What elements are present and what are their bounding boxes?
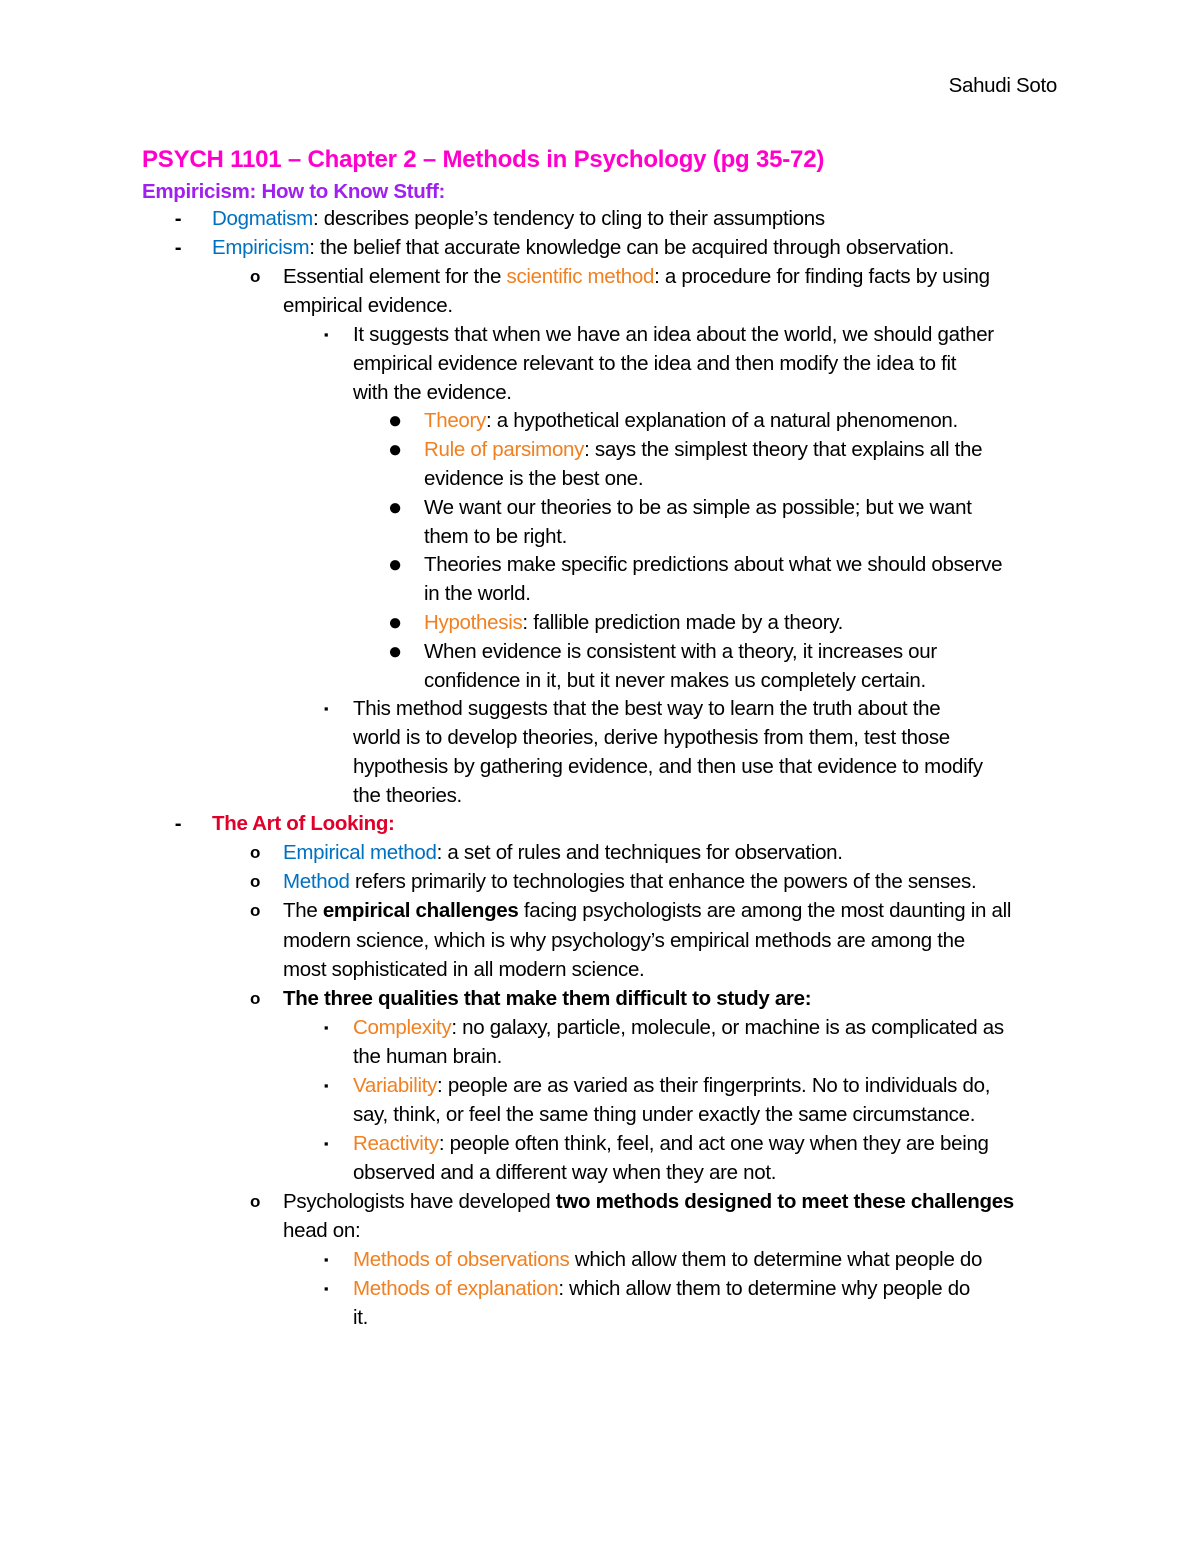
list-item-continuation: observed and a different way when they are not. bbox=[353, 1161, 777, 1184]
square-marker: ▪ bbox=[323, 1136, 329, 1151]
bullet-marker: ● bbox=[387, 494, 403, 521]
list-item: Essential element for the scientific method: a procedure for finding facts by using bbox=[283, 265, 990, 288]
circle-marker: o bbox=[249, 901, 261, 920]
list-item-continuation: it. bbox=[353, 1306, 369, 1329]
list-item-continuation: evidence is the best one. bbox=[424, 467, 644, 490]
circle-marker: o bbox=[249, 1192, 261, 1211]
list-item-continuation: hypothesis by gathering evidence, and then use that evidence to modify bbox=[353, 755, 983, 778]
list-item: Methods of observations which allow them to determine what people do bbox=[353, 1248, 983, 1271]
list-item: Hypothesis: fallible prediction made by a theory. bbox=[424, 611, 844, 634]
list-item: It suggests that when we have an idea about the world, we should gather bbox=[353, 323, 994, 346]
list-item-continuation: say, think, or feel the same thing under exactly the same circumstance. bbox=[353, 1103, 976, 1126]
term-theory: Theory bbox=[424, 409, 487, 432]
term-variability: Variability bbox=[353, 1074, 438, 1097]
term-scientific-method: scientific method bbox=[506, 265, 655, 288]
subsection-heading: The Art of Looking: bbox=[212, 812, 395, 835]
list-item-continuation: the human brain. bbox=[353, 1045, 503, 1068]
list-item: Reactivity: people often think, feel, and act one way when they are being bbox=[353, 1132, 989, 1155]
author-name: Sahudi Soto bbox=[948, 74, 1057, 97]
list-item-continuation: empirical evidence relevant to the idea and then modify the idea to fit bbox=[353, 352, 957, 375]
term-empiricism: Empiricism bbox=[212, 236, 310, 259]
bullet-marker: ● bbox=[387, 407, 403, 434]
list-item-continuation: head on: bbox=[283, 1219, 361, 1242]
list-item: Rule of parsimony: says the simplest theory that explains all the bbox=[424, 438, 983, 461]
list-item: Methods of explanation: which allow them to determine why people do bbox=[353, 1277, 970, 1300]
dash-marker: - bbox=[174, 812, 182, 835]
list-item: The three qualities that make them difficult to study are: bbox=[283, 987, 812, 1010]
circle-marker: o bbox=[249, 843, 261, 862]
term-empirical-method: Empirical method bbox=[283, 841, 437, 864]
square-marker: ▪ bbox=[323, 1078, 329, 1093]
list-item-continuation: modern science, which is why psychology’s empirical methods are among the bbox=[283, 929, 965, 952]
square-marker: ▪ bbox=[323, 1252, 329, 1267]
bold-two-methods: two methods designed to meet these challenges bbox=[555, 1190, 1014, 1213]
list-item: Method refers primarily to technologies that enhance the powers of the senses. bbox=[283, 870, 977, 893]
circle-marker: o bbox=[249, 989, 261, 1008]
square-marker: ▪ bbox=[323, 1020, 329, 1035]
list-item: Dogmatism: describes people’s tendency to cling to their assumptions bbox=[212, 207, 825, 230]
list-item: Theories make specific predictions about what we should observe bbox=[424, 553, 1003, 576]
list-item: The empirical challenges facing psychologists are among the most daunting in all bbox=[283, 899, 1012, 922]
term-hypothesis: Hypothesis bbox=[424, 611, 523, 634]
bullet-marker: ● bbox=[387, 609, 403, 636]
bullet-marker: ● bbox=[387, 436, 403, 463]
list-item-continuation: in the world. bbox=[424, 582, 531, 605]
dash-marker: - bbox=[174, 207, 182, 230]
list-item-continuation: confidence in it, but it never makes us completely certain. bbox=[424, 669, 926, 692]
list-item: Empirical method: a set of rules and techniques for observation. bbox=[283, 841, 843, 864]
square-marker: ▪ bbox=[323, 1281, 329, 1296]
list-item: Empiricism: the belief that accurate knowledge can be acquired through observation. bbox=[212, 236, 955, 259]
circle-marker: o bbox=[249, 872, 261, 891]
list-item: Variability: people are as varied as their fingerprints. No to individuals do, bbox=[353, 1074, 991, 1097]
list-item-continuation: with the evidence. bbox=[353, 381, 512, 404]
list-item: When evidence is consistent with a theory, it increases our bbox=[424, 640, 937, 663]
term-complexity: Complexity bbox=[353, 1016, 452, 1039]
list-item-continuation: empirical evidence. bbox=[283, 294, 453, 317]
bullet-marker: ● bbox=[387, 551, 403, 578]
term-reactivity: Reactivity bbox=[353, 1132, 439, 1155]
document-title: PSYCH 1101 – Chapter 2 – Methods in Psychology (pg 35-72) bbox=[142, 146, 825, 173]
term-methods-of-observations: Methods of observations bbox=[353, 1248, 570, 1271]
list-item-continuation: them to be right. bbox=[424, 525, 568, 548]
bullet-marker: ● bbox=[387, 638, 403, 665]
list-item-continuation: the theories. bbox=[353, 784, 462, 807]
list-item-continuation: most sophisticated in all modern science. bbox=[283, 958, 645, 981]
section-heading: Empiricism: How to Know Stuff: bbox=[142, 180, 446, 203]
list-item-continuation: world is to develop theories, derive hypothesis from them, test those bbox=[353, 726, 950, 749]
list-item: We want our theories to be as simple as possible; but we want bbox=[424, 496, 972, 519]
term-methods-of-explanation: Methods of explanation bbox=[353, 1277, 559, 1300]
term-method: Method bbox=[283, 870, 350, 893]
bold-empirical-challenges: empirical challenges bbox=[322, 899, 519, 922]
list-item: Complexity: no galaxy, particle, molecule, or machine is as complicated as bbox=[353, 1016, 1004, 1039]
square-marker: ▪ bbox=[323, 327, 329, 342]
list-item: This method suggests that the best way to learn the truth about the bbox=[353, 697, 941, 720]
list-item: Theory: a hypothetical explanation of a natural phenomenon. bbox=[424, 409, 958, 432]
square-marker: ▪ bbox=[323, 701, 329, 716]
list-item: Psychologists have developed two methods designed to meet these challenges bbox=[283, 1190, 1014, 1213]
term-dogmatism: Dogmatism bbox=[212, 207, 313, 230]
circle-marker: o bbox=[249, 267, 261, 286]
term-parsimony: Rule of parsimony bbox=[424, 438, 585, 461]
dash-marker: - bbox=[174, 236, 182, 259]
